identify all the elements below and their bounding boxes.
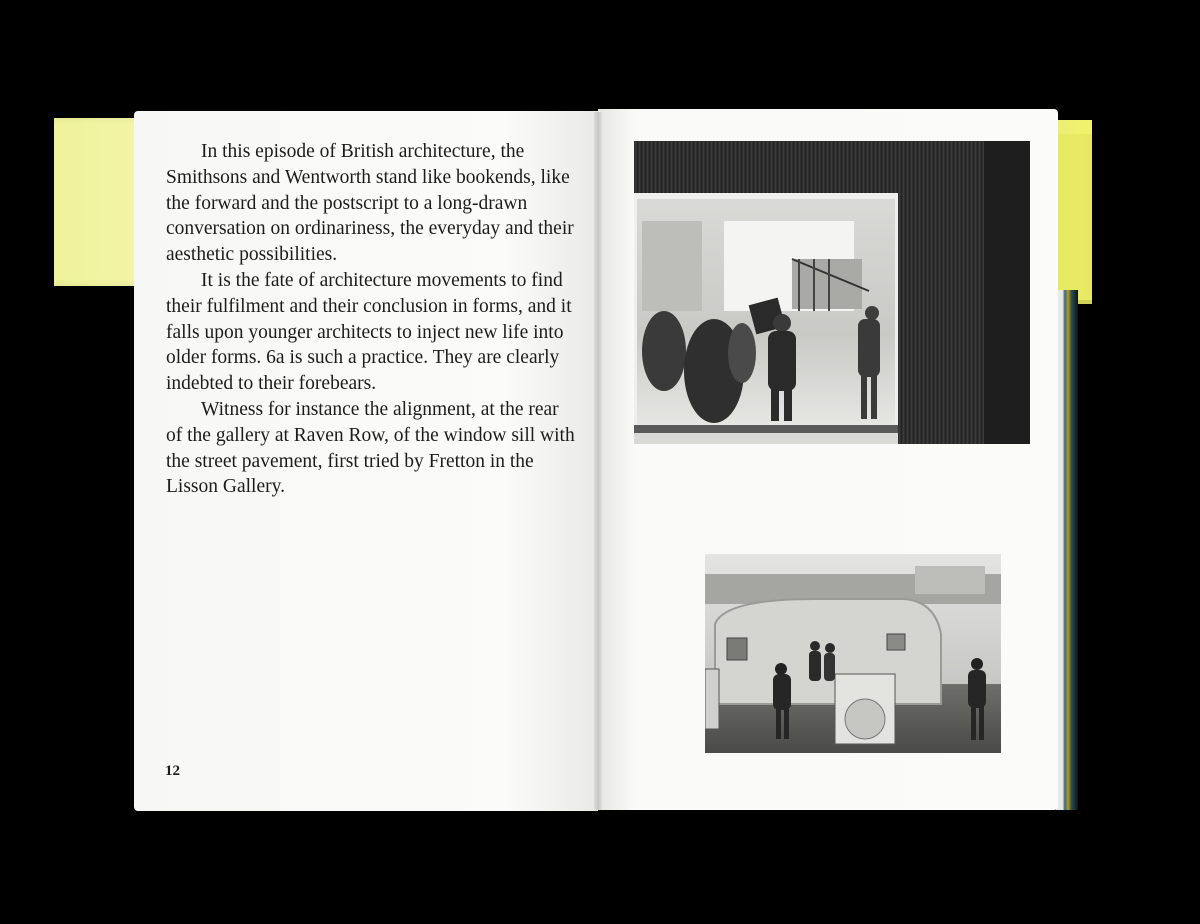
gallery-interior-photo xyxy=(705,554,1001,753)
left-page xyxy=(134,111,598,811)
book-gutter xyxy=(594,112,602,810)
book-page-edges xyxy=(1056,290,1078,810)
paragraph-2: It is the fate of architecture movements to find their fulfilment and their conclusion in forms, and it falls upon younger architects to inject new life into older forms. 6a is such a practice. They are clearly indebted to their forebears. xyxy=(166,269,572,395)
paragraph-1: In this episode of British architecture, the Smithsons and Wentworth stand like bookends, like the forward and the postscript to a long-drawn conversation on ordinariness, the everyday and their aesthetic possibilities. xyxy=(166,141,574,266)
page-number: 12 xyxy=(165,763,180,779)
paragraph-3: Witness for instance the alignment, at the rear of the gallery at Raven Row, of the window sill with the street pavement, first tried by Fretton in the Lisson Gallery. xyxy=(166,398,575,498)
gallery-window-photo xyxy=(634,141,1030,444)
body-text xyxy=(166,139,576,500)
right-page xyxy=(598,109,1058,810)
